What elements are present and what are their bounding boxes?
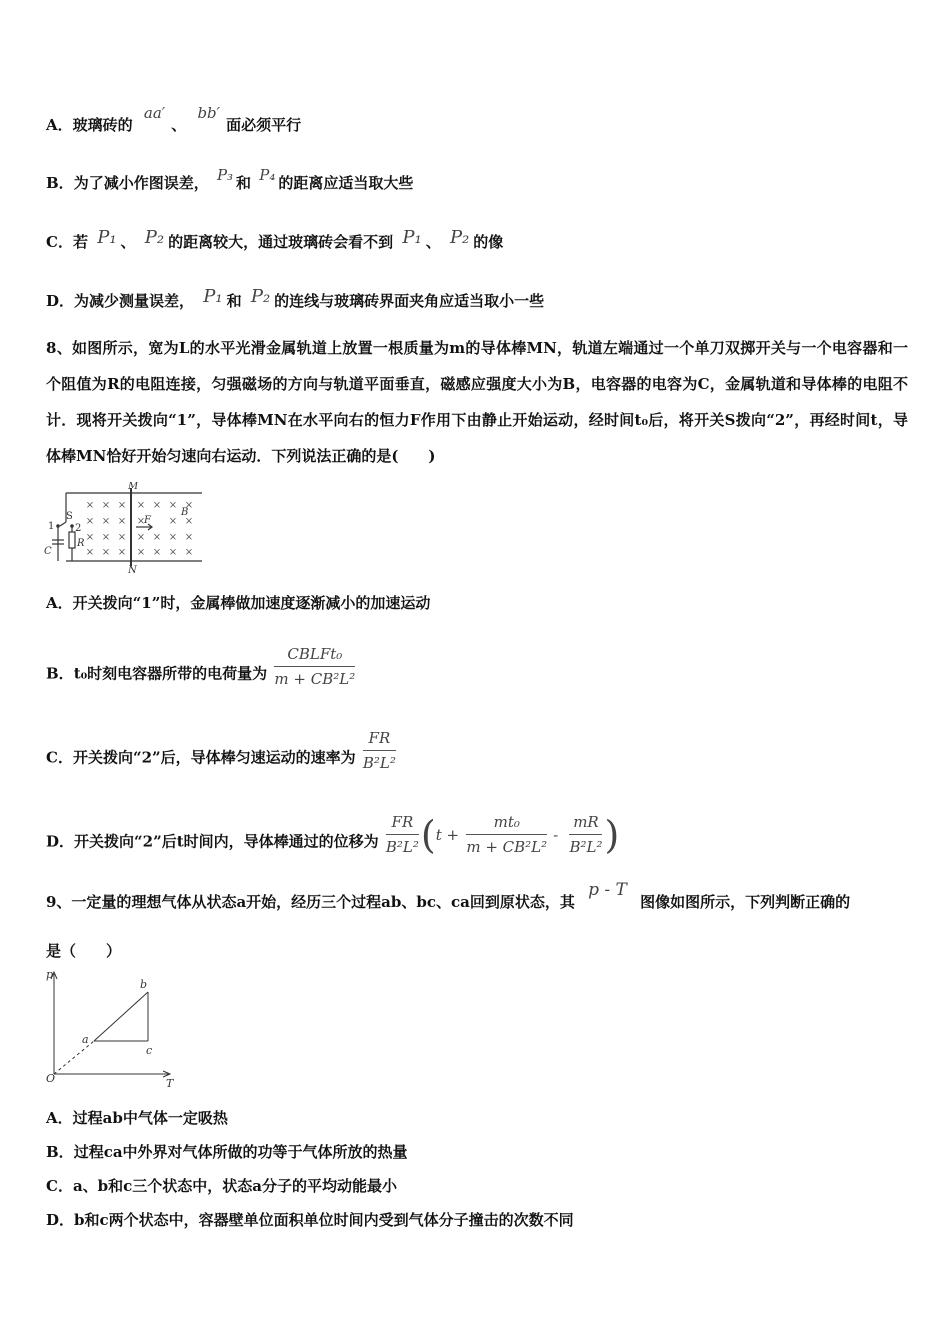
math-p1: P₁	[97, 227, 117, 248]
svg-text:×: ×	[85, 532, 95, 543]
svg-text:×: ×	[168, 516, 178, 527]
svg-text:×: ×	[152, 547, 162, 558]
svg-text:×: ×	[85, 500, 95, 511]
math-p2: P₂	[250, 286, 271, 307]
svg-text:×: ×	[85, 516, 95, 527]
math-p3: P₃	[216, 166, 234, 184]
svg-text:×: ×	[152, 532, 162, 543]
svg-text:×: ×	[101, 500, 111, 511]
math-p2: P₂	[449, 227, 470, 248]
q8-option-b: B．t₀时刻电容器所带的电荷量为 $\frac{\text{CBLFt₀}}{\text{m + CB²L²}}$	[46, 645, 356, 688]
q9-option-a: A．过程ab中气体一定吸热	[46, 1109, 228, 1127]
math-p4: P₄	[259, 166, 276, 184]
fraction-fr: $\frac{FR}{\text{B²L²}}$	[385, 813, 419, 856]
label-t: T	[166, 1077, 174, 1090]
svg-text:×: ×	[85, 547, 95, 558]
resistor	[69, 532, 75, 548]
svg-text:×: ×	[136, 532, 146, 543]
svg-text:×: ×	[184, 500, 194, 511]
label-o: O	[46, 1072, 56, 1085]
label-1: 1	[48, 521, 55, 532]
math-p1: P₁	[203, 286, 223, 307]
svg-text:×: ×	[184, 516, 194, 527]
q8-option-a: A．开关拨向“1”时，金属棒做加速度逐渐减小的加速运动	[46, 594, 431, 612]
svg-text:×: ×	[168, 500, 178, 511]
svg-text:×: ×	[136, 516, 146, 527]
svg-text:×: ×	[117, 547, 127, 558]
svg-text:×: ×	[168, 532, 178, 543]
switch-blade	[60, 522, 66, 526]
process-ab	[94, 992, 148, 1041]
q8-stem: 8、如图所示，宽为L的水平光滑金属轨道上放置一根质量为m的导体棒MN，轨道左端通过一个单刀双掷开关与一个电容器和一个阻值为R的电阻连接，匀强磁场的方向与轨道平面垂直，磁感应强度大小为B，电容器的电容为C，金属轨道和导体棒的电阻不计．现将开关拨向“1”，导体棒MN在水平向右的恒力F作用下由静止开始运动，经时间t₀后，将开关S拨向“2”，再经时间t，导体棒MN恰好开始匀速向右运动．下列说法正确的是( )	[46, 339, 908, 465]
label-f: F	[144, 515, 151, 526]
svg-text:×: ×	[152, 500, 162, 511]
math-p2: P₂	[144, 227, 165, 248]
q7-option-d: D．为减少测量误差， P₁ 和 P₂ 的连线与玻璃砖界面夹角应适当取小一些	[46, 286, 545, 310]
label-2: 2	[75, 523, 82, 534]
svg-text:×: ×	[136, 500, 146, 511]
svg-text:×: ×	[117, 500, 127, 511]
label-s: S	[66, 511, 73, 522]
math-bb: bb′	[197, 104, 221, 122]
label-b: B	[181, 507, 189, 518]
svg-text:×: ×	[117, 516, 127, 527]
fraction-speed: $\frac{FR}{\text{B²L²}}$	[362, 729, 396, 772]
svg-text:×: ×	[101, 516, 111, 527]
magnetic-field-crosses	[86, 500, 193, 558]
q9-option-c: C．a、b和c三个状态中，状态a分子的平均动能最小	[46, 1177, 398, 1195]
fraction-charge: $\frac{\text{CBLFt₀}}{\text{m + CB²L²}}$	[274, 645, 356, 688]
q9-stem-line1: 9、一定量的理想气体从状态a开始，经历三个过程ab、bc、ca回到原状态，其 p - T 图像如图所示，下列判断正确的	[46, 880, 851, 911]
label-m: M	[128, 482, 139, 492]
svg-text:×: ×	[184, 547, 194, 558]
label-r: R	[77, 538, 85, 549]
svg-text:×: ×	[101, 532, 111, 543]
label-c: C	[44, 546, 52, 557]
label-p: p	[46, 968, 54, 981]
label-b: b	[140, 978, 148, 991]
label-a: a	[82, 1033, 89, 1046]
q7-option-b: B．为了减小作图误差， P₃ 和 P₄ 的距离应适当取大些	[46, 166, 414, 192]
math-p1: P₁	[402, 227, 422, 248]
q7-option-c: C．若 P₁ 、 P₂ 的距离较大，通过玻璃砖会看不到 P₁ 、 P₂ 的像	[46, 227, 504, 251]
math-pt: p - T	[588, 880, 627, 900]
svg-text:×: ×	[117, 532, 127, 543]
fraction-mt0: $\frac{\text{mt₀}}{\text{m + CB²L²}}$	[466, 813, 548, 856]
q7-option-a: A．玻璃砖的 aa′、 bb′面必须平行	[46, 104, 302, 134]
label-n: N	[128, 565, 137, 574]
fraction-mr: $\frac{mR}{\text{B²L²}}$	[569, 813, 603, 856]
q9-pt-graph	[42, 966, 182, 1090]
q8-option-d: D．开关拨向“2”后t时间内，导体棒通过的位移为 $\frac{FR}{\text{B²L²}}$ (t + $\frac{\text{mt₀}}{\text{m + CB²L²}}$ - $\frac{mR}{\text{B²L²}}$ )	[46, 812, 620, 857]
q9-option-d: D．b和c两个状态中，容器壁单位面积单位时间内受到气体分子撞击的次数不同	[46, 1211, 574, 1229]
label-c: c	[146, 1044, 153, 1057]
svg-text:×: ×	[101, 547, 111, 558]
q9-option-b: B．过程ca中外界对气体所做的功等于气体所放的热量	[46, 1143, 408, 1161]
q9-stem-line2: 是（ ）	[46, 942, 122, 960]
q8-option-c: C．开关拨向“2”后，导体棒匀速运动的速率为 $\frac{FR}{\text{B²L²}}$	[46, 729, 396, 772]
svg-text:×: ×	[136, 547, 146, 558]
displacement-expression: $\frac{FR}{\text{B²L²}}$ (t + $\frac{\text{mt₀}}{\text{m + CB²L²}}$ - $\frac{mR}{\text{B²L²}}$ )	[385, 812, 620, 857]
math-aa: aa′	[143, 104, 166, 122]
q8-circuit-figure	[44, 482, 206, 574]
svg-text:×: ×	[168, 547, 178, 558]
svg-text:×: ×	[184, 532, 194, 543]
